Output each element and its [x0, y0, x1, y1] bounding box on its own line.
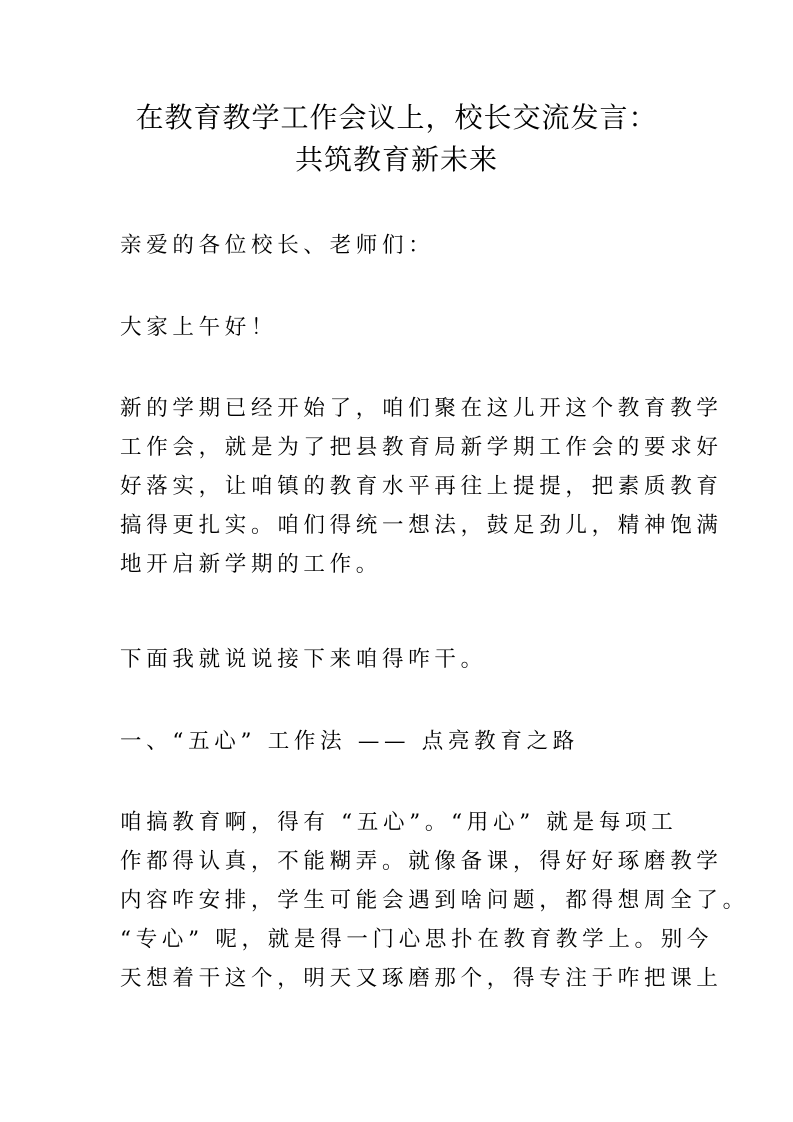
paragraph-line: 好落实，让咱镇的教育水平再往上提提，把素质教育 [120, 474, 723, 499]
paragraph-line: “专心” 呢，就是得一门心思扑在教育教学上。别今 [120, 927, 714, 952]
title-line-2: 共筑教育新未来 [294, 143, 498, 176]
paragraph-intro [120, 389, 723, 584]
paragraph-line: 作都得认真，不能糊弄。就像备课，得好好琢磨教学 [120, 849, 723, 874]
paragraph-line: 工作会，就是为了把县教育局新学期工作会的要求好 [120, 435, 723, 460]
paragraph-line: 咱搞教育啊，得有 “五心”。“用心” 就是每项工 [120, 810, 678, 835]
paragraph-line: 搞得更扎实。咱们得统一想法，鼓足劲儿，精神饱满 [120, 513, 723, 538]
section-heading: 一、“五心” 工作法 —— 点亮教育之路 [120, 729, 579, 754]
paragraph-transition: 下面我就说说接下来咱得咋干。 [120, 647, 487, 672]
salutation: 大家上午好！ [120, 315, 278, 340]
paragraph-line: 天想着干这个，明天又琢磨那个，得专注于咋把课上 [120, 966, 723, 991]
paragraph-line: 新的学期已经开始了，咱们聚在这儿开这个教育教学 [120, 396, 723, 421]
paragraph-line: 内容咋安排，学生可能会遇到啥问题，都得想周全了。 [120, 888, 749, 913]
document-title [100, 97, 693, 181]
paragraph-five-hearts [120, 803, 749, 998]
title-line-1: 在教育教学工作会议上，校长交流发言： [135, 101, 658, 134]
paragraph-line: 地开启新学期的工作。 [120, 552, 383, 577]
greeting: 亲爱的各位校长、老师们： [120, 233, 435, 258]
